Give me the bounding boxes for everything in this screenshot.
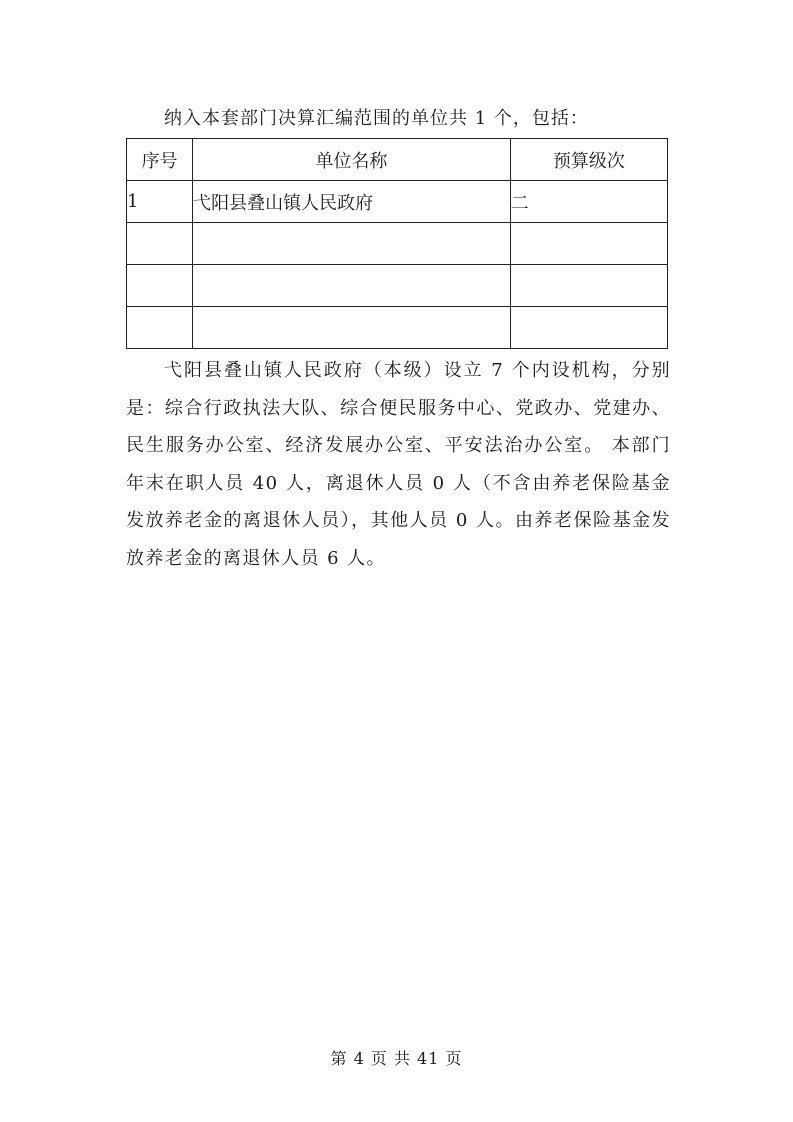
table-row	[127, 223, 668, 265]
intro-text: 纳入本套部门决算汇编范围的单位共 1 个，包括：	[164, 108, 589, 129]
cell-seq: 1	[127, 181, 193, 223]
cell-budget-level	[510, 307, 667, 349]
cell-unit-name: 弋阳县叠山镇人民政府	[193, 181, 511, 223]
cell-seq	[127, 265, 193, 307]
body-text	[126, 352, 671, 577]
table-row	[127, 265, 668, 307]
cell-budget-level	[510, 223, 667, 265]
header-seq: 序号	[127, 139, 193, 181]
cell-budget-level	[510, 265, 667, 307]
cell-seq	[127, 223, 193, 265]
header-unit-name: 单位名称	[193, 139, 511, 181]
header-budget-level: 预算级次	[510, 139, 667, 181]
cell-seq	[127, 307, 193, 349]
cell-unit-name	[193, 307, 511, 349]
table-row	[127, 307, 668, 349]
table-header-row	[127, 139, 668, 181]
cell-budget-level: 二	[510, 181, 667, 223]
units-table	[126, 138, 668, 349]
cell-unit-name	[193, 265, 511, 307]
table-row	[127, 181, 668, 223]
body-paragraph: 弋阳县叠山镇人民政府（本级）设立 7 个内设机构，分别是：综合行政执法大队、综合便民服务中心、党政办、党建办、民生服务办公室、经济发展办公室、平安法治办公室。 本部门年末在职人员 40 人，离退休人员 0 人（不含由养老保险基金发放养老金的离退休人员），其他人员 0 人。由养老保险基金发放养老金的离退休人员 6 人。	[126, 360, 671, 569]
page-number-footer: 第 4 页 共 41 页	[330, 1049, 463, 1068]
cell-unit-name	[193, 223, 511, 265]
